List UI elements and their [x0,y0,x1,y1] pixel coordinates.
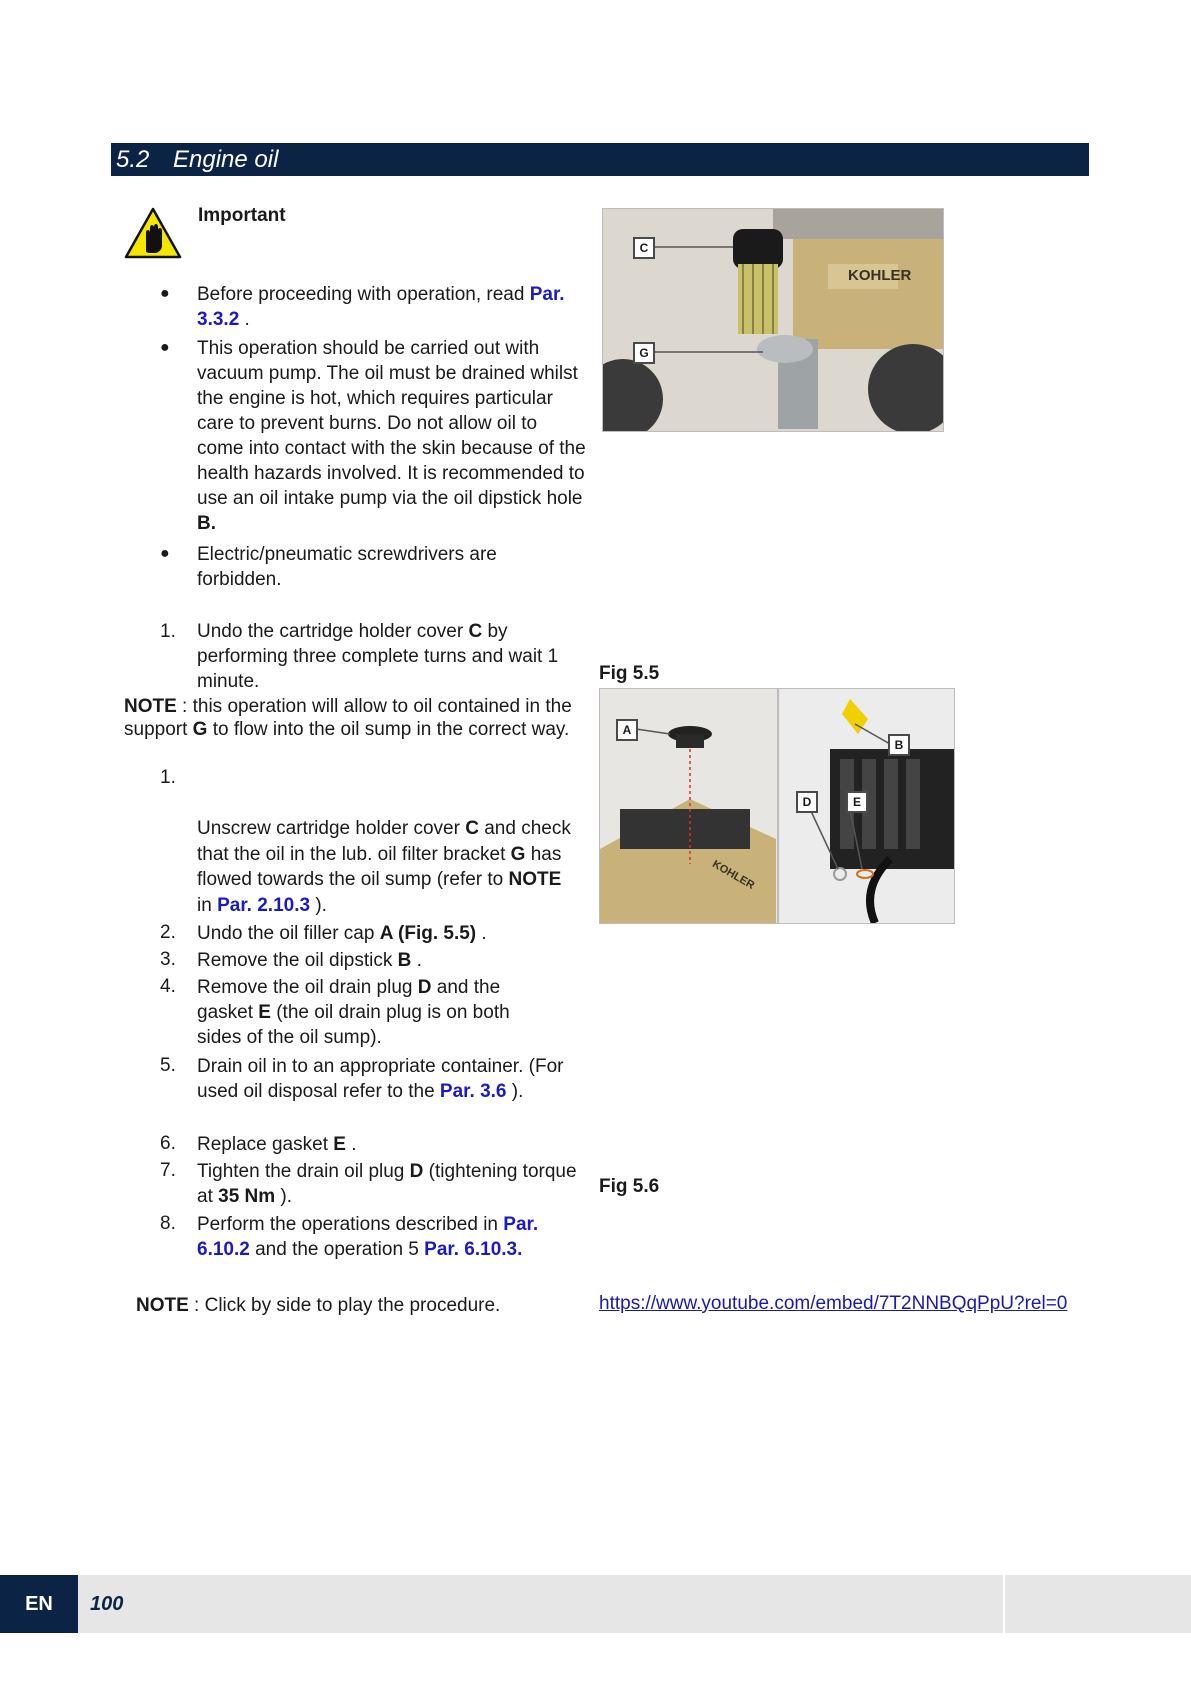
bullet-item-1: Before proceeding with operation, read Par. 3.3.2 . [197,284,565,330]
step-6: Replace gasket E . [197,1134,357,1155]
callout-d: D [796,791,818,813]
callout-e: E [846,791,868,813]
step-number: 7. [160,1160,176,1181]
footer-divider [1003,1575,1005,1633]
step-1a: Undo the cartridge holder cover C by performing three complete turns and wait 1 minute. [197,621,559,692]
step-number: 4. [160,976,176,997]
step-number: 5. [160,1055,176,1076]
par-link[interactable]: Par. 2.10.3 [217,894,311,916]
step-number: 8. [160,1213,176,1234]
section-number: 5.2 [116,146,150,173]
par-link[interactable]: Par. 3.3.2 [197,284,565,330]
warning-hand-icon [124,207,182,259]
step-number: 1. [160,621,176,642]
note-2: NOTE : Click by side to play the procedure. [136,1295,501,1316]
step-number: 6. [160,1133,176,1154]
bullet-item-2: This operation should be carried out with vacuum pump. The oil must be drained whilst the engine is hot, which requires particular care to prevent burns. Do not allow oil to come into contact with the skin because of the health hazards involved. It is recommended to use an oil intake pump via the oil dipstick hole B. [197,338,586,534]
callout-g: G [633,342,655,364]
important-title: Important [198,205,286,226]
step-number: 1. [160,767,176,788]
section-heading [111,143,1089,176]
fig-caption: Fig 5.6 [599,1176,660,1197]
note-1: NOTE : this operation will allow to oil contained in the support G to flow into the oil sump in the correct way. [124,696,572,740]
par-link[interactable]: Par. 3.6 [439,1081,507,1102]
section-title: Engine oil [173,146,279,173]
step-number: 2. [160,922,176,943]
bullet-dot: ● [160,339,170,356]
video-link[interactable]: https://www.youtube.com/embed/7T2NNBQqPpU?rel=0 [599,1293,1068,1314]
figure-oil-drain [599,688,955,924]
footer-bar [0,1575,1191,1633]
step-5: Drain oil in to an appropriate container. (For used oil disposal refer to the Par. 3.6 ). [197,1056,564,1102]
callout-a: A [616,719,638,741]
step-3: Remove the oil dipstick B . [197,950,422,971]
par-link[interactable]: Par. 6.10.2 [197,1214,539,1260]
step-1b: Unscrew cartridge holder cover C and check that the oil in the lub. oil filter bracket G has flowed towards the oil sump (refer to NOTE in Par. 2.10.3 ). [197,818,571,916]
brand-label: KOHLER [710,858,757,892]
bullet-item-3: Electric/pneumatic screwdrivers are forbidden. [197,544,497,590]
fig-caption: Fig 5.5 [599,663,660,684]
footer-language: EN [0,1575,78,1633]
step-7: Tighten the drain oil plug D (tightening torque at 35 Nm ). [197,1161,577,1207]
step-2: Undo the oil filler cap A (Fig. 5.5) . [197,923,487,944]
bullet-dot: ● [160,545,170,562]
callout-b: B [888,734,910,756]
figure-oil-filter [602,208,944,432]
callout-c: C [633,237,655,259]
brand-label: KOHLER [848,267,912,284]
par-link[interactable]: Par. 6.10.3. [424,1239,523,1260]
step-8: Perform the operations described in Par. 6.10.2 and the operation 5 Par. 6.10.3. [197,1214,539,1260]
bullet-dot: ● [160,285,170,302]
step-number: 3. [160,949,176,970]
step-4: Remove the oil drain plug D and the gasket E (the oil drain plug is on both sides of the oil sump). [197,977,510,1048]
page-number: 100 [90,1593,124,1615]
